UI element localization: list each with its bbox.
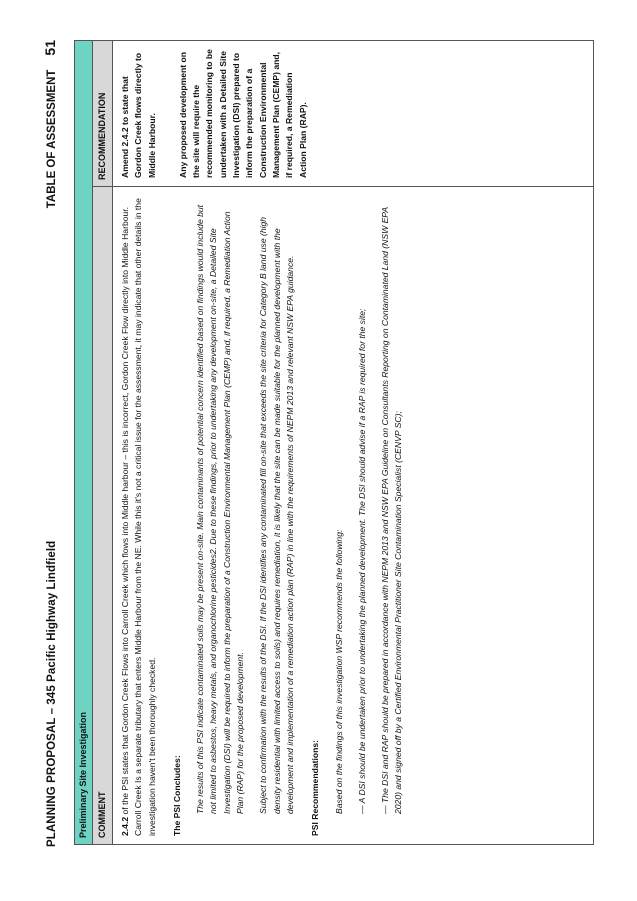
comment-paragraph-1-text: of the PSI states that Gordon Creek Flows into Carroll Creek which flows into Middle harbour – this is incorrect, Gordon Creek Flow directly into Middle Harbour. Carroll Creek Is a separate tributary that enters Middle Harbour from the NE. While this it's not a critical issue for the assessment, it may indicate that other details in the investigation haven't been thoroughly checked. — [120, 198, 157, 836]
psi-recommendations-item-1: — A DSI should be undertaken prior to undertaking the planned development. The DSI should advise if a RAP is required for the site; — [356, 308, 367, 814]
table-section-band: Preliminary Site Investigation — [74, 41, 93, 844]
psi-recommendations-heading: PSI Recommendations: — [310, 740, 321, 836]
assessment-table — [74, 40, 594, 845]
psi-concludes-text-1: The results of this PSI indicate contaminated soils may be present on-site. Main contaminants of potential concern identified based on findings would include but not limited to asbestos, heavy metals, and organochlorine pesticides2. Due to these findings, prior to undertaking any development on-site, a Detailed Site Investigation (DSI) will be required to inform the preparation of a Construction Environmental Management Plan (CEMP) and, if required, a Remediation Action Plan (RAP) for the proposed development. — [195, 204, 246, 814]
comment-paragraph-1 — [119, 195, 159, 836]
column-header-recommendation: RECOMMENDATION — [93, 41, 113, 186]
psi-recommendations-intro: Based on the findings of this investigation WSP recommends the following: — [333, 529, 344, 814]
document-title: PLANNING PROPOSAL – 345 Pacific Highway Lindfield — [46, 540, 58, 847]
page-number: 51 — [42, 40, 58, 56]
psi-recommendations-item-2: — The DSI and RAP should be prepared in accordance with NEPM 2013 and NSW EPA Guideline on Consultants Reporting on Contaminated Land (NSW EPA 2020) and signed off by a Certified Environmental Practitioner Site Contamination Specialist (CENVP SC); — [380, 207, 404, 814]
psi-concludes-heading: The PSI Concludes: — [171, 755, 182, 836]
recommendation-cell — [113, 41, 594, 186]
recommendation-1: Amend 2.4.2 to state that Gordon Creek flows directly to Middle Harbour. — [120, 52, 157, 178]
section-title: TABLE OF ASSESSMENT — [46, 69, 58, 209]
section-reference: 2.4.2 — [120, 816, 130, 836]
page-header-right — [42, 40, 58, 208]
comment-cell — [113, 186, 594, 844]
column-header-comment: COMMENT — [93, 186, 113, 844]
psi-concludes-text-2: Subject to confirmation with the results of the DSI. If the DSI identifies any contaminated fill on-site that exceeds the site criteria for Category B land use (high density residential with limited access to soils) and requires remediation, it is likely that the site can be made suitable for the planned development with the development and implementation of a remediation action plan (RAP) in line with the requirements of NEPM 2013 and relevant NSW EPA guidance. — [258, 216, 295, 814]
table-bottom-border — [593, 41, 594, 844]
recommendation-2: Any proposed development on the site will require the recommended monitoring to be undertaken with a Detailed Site Investigation (DSI) prepared to inform the preparation of a Construction Environmental Management Plan (CEMP) and, if required, a Remediation Action Plan (RAP). — [177, 49, 308, 178]
